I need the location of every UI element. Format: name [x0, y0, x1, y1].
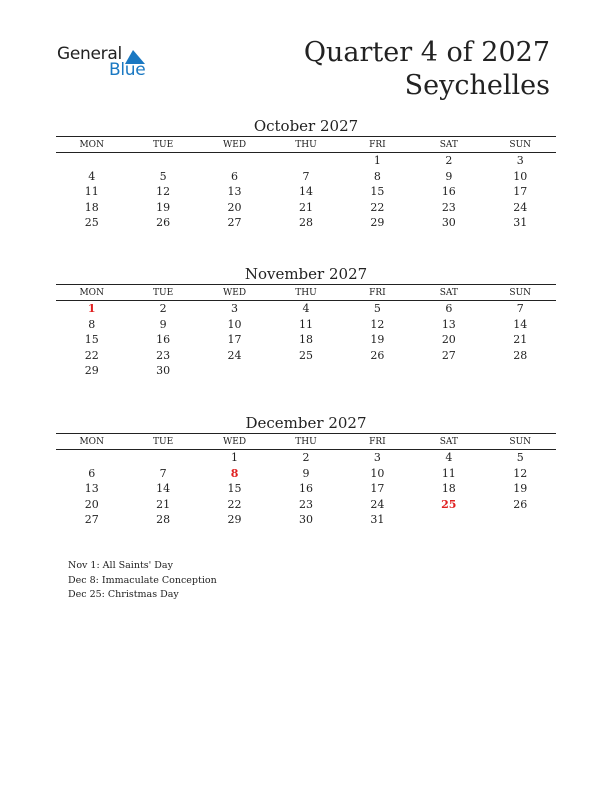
day-cell: 22 [84, 348, 99, 362]
day-cell: 5 [373, 302, 381, 316]
day-cell: 18 [84, 200, 99, 214]
day-cell: 2 [302, 451, 310, 465]
day-cell: 27 [441, 348, 456, 362]
day-cell: 9 [159, 317, 167, 331]
day-cell: 17 [370, 482, 385, 496]
weekday-header: MON [79, 139, 104, 150]
weekday-header: FRI [369, 436, 386, 447]
day-cell: 12 [513, 466, 528, 480]
day-cell: 10 [227, 317, 242, 331]
day-cell: 17 [513, 185, 528, 199]
weekday-header: TUE [153, 287, 174, 298]
title-quarter: Quarter 4 of 2027 [303, 37, 550, 68]
week-row [56, 466, 556, 482]
weekday-header: WED [223, 287, 247, 298]
week-row [56, 317, 556, 333]
day-cell: 16 [156, 333, 171, 347]
holiday-note: Nov 1: All Saints' Day [68, 560, 173, 571]
logo-text-blue: Blue [109, 60, 146, 80]
month-title: October 2027 [253, 117, 359, 135]
holiday-notes [68, 559, 217, 603]
day-cell: 5 [159, 169, 167, 183]
day-cell: 24 [513, 200, 528, 214]
day-cell: 15 [370, 185, 385, 199]
day-cell: 27 [84, 513, 99, 527]
holiday-note: Dec 25: Christmas Day [68, 589, 179, 600]
day-cell: 12 [370, 317, 385, 331]
day-cell: 19 [513, 482, 528, 496]
day-cell: 3 [516, 154, 524, 168]
day-cell: 31 [370, 513, 385, 527]
day-cell: 21 [513, 333, 528, 347]
weekday-header: TUE [153, 436, 174, 447]
weekday-header: SAT [439, 287, 458, 298]
day-cell: 11 [298, 317, 313, 331]
weekday-header-row [56, 136, 556, 153]
day-cell: 3 [231, 302, 239, 316]
day-cell: 25 [298, 348, 313, 362]
day-cell: 7 [516, 302, 524, 316]
day-cell: 5 [516, 451, 524, 465]
day-cell: 6 [445, 302, 453, 316]
day-cell: 24 [370, 497, 385, 511]
week-row [56, 363, 556, 379]
day-cell: 24 [227, 348, 242, 362]
weekday-header: SUN [509, 287, 532, 298]
holiday-note: Dec 8: Immaculate Conception [68, 574, 217, 586]
day-cell: 26 [513, 497, 528, 511]
day-cell: 10 [370, 466, 385, 480]
month-december [56, 414, 556, 528]
weekday-header-row [56, 433, 556, 450]
day-cell: 26 [370, 348, 385, 362]
day-cell: 22 [227, 497, 242, 511]
day-cell: 1 [231, 451, 239, 465]
day-cell: 11 [84, 185, 99, 199]
week-row [56, 512, 556, 528]
day-cell: 7 [159, 466, 167, 480]
day-cell: 15 [84, 333, 99, 347]
weekday-header: MON [79, 287, 104, 298]
day-cell: 12 [156, 185, 171, 199]
month-title: November 2027 [244, 265, 368, 283]
day-cell: 13 [84, 482, 99, 496]
month-october [56, 117, 556, 231]
day-cell: 13 [441, 317, 456, 331]
day-cell: 10 [513, 169, 528, 183]
month-november [56, 265, 556, 379]
weekday-header: WED [223, 436, 247, 447]
day-cell: 28 [156, 513, 171, 527]
weekday-header: THU [295, 436, 317, 447]
week-row [56, 348, 556, 364]
day-cell: 11 [441, 466, 456, 480]
day-cell: 20 [227, 200, 242, 214]
day-cell: 27 [227, 216, 242, 230]
holiday-day-cell: 25 [441, 497, 457, 511]
day-cell: 14 [156, 482, 171, 496]
day-cell: 8 [88, 317, 96, 331]
week-row [56, 301, 556, 317]
day-cell: 9 [445, 169, 453, 183]
week-row [56, 332, 556, 348]
day-cell: 28 [513, 348, 528, 362]
week-row [56, 215, 556, 231]
day-cell: 21 [298, 200, 313, 214]
day-cell: 23 [298, 497, 313, 511]
day-cell: 29 [370, 216, 385, 230]
week-row [56, 153, 556, 169]
day-cell: 20 [84, 497, 99, 511]
day-cell: 1 [373, 154, 381, 168]
day-cell: 15 [227, 482, 242, 496]
weekday-header: SUN [509, 139, 532, 150]
logo [57, 44, 167, 84]
week-row [56, 200, 556, 216]
day-cell: 6 [88, 466, 96, 480]
day-cell: 2 [445, 154, 453, 168]
week-row [56, 497, 556, 513]
weekday-header: WED [223, 139, 247, 150]
day-cell: 9 [302, 466, 310, 480]
holiday-day-cell: 8 [230, 466, 239, 480]
day-cell: 22 [370, 200, 385, 214]
day-cell: 20 [441, 333, 456, 347]
day-cell: 29 [84, 364, 99, 378]
day-cell: 4 [302, 302, 310, 316]
day-cell: 18 [441, 482, 456, 496]
weekday-header: SAT [439, 139, 458, 150]
weekday-header: FRI [369, 139, 386, 150]
day-cell: 26 [156, 216, 171, 230]
day-cell: 30 [441, 216, 456, 230]
day-cell: 19 [370, 333, 385, 347]
month-title: December 2027 [245, 414, 367, 432]
day-cell: 25 [84, 216, 99, 230]
weekday-header: MON [79, 436, 104, 447]
day-cell: 8 [373, 169, 381, 183]
day-cell: 16 [441, 185, 456, 199]
day-cell: 30 [298, 513, 313, 527]
day-cell: 23 [156, 348, 171, 362]
day-cell: 19 [156, 200, 171, 214]
week-row [56, 184, 556, 200]
holiday-day-cell: 1 [87, 302, 96, 316]
week-row [56, 450, 556, 466]
weekday-header: FRI [369, 287, 386, 298]
day-cell: 17 [227, 333, 242, 347]
week-row [56, 481, 556, 497]
day-cell: 4 [88, 169, 96, 183]
day-cell: 31 [513, 216, 528, 230]
weekday-header: SUN [509, 436, 532, 447]
day-cell: 13 [227, 185, 242, 199]
day-cell: 16 [298, 482, 313, 496]
weekday-header: TUE [153, 139, 174, 150]
day-cell: 6 [231, 169, 239, 183]
day-cell: 14 [298, 185, 313, 199]
day-cell: 7 [302, 169, 310, 183]
day-cell: 14 [513, 317, 528, 331]
day-cell: 29 [227, 513, 242, 527]
day-cell: 4 [445, 451, 453, 465]
logo-text-general: General [57, 44, 122, 64]
page-title [304, 36, 550, 102]
day-cell: 18 [298, 333, 313, 347]
day-cell: 28 [298, 216, 313, 230]
weekday-header: THU [295, 287, 317, 298]
day-cell: 2 [159, 302, 167, 316]
weekday-header: THU [295, 139, 317, 150]
weekday-header-row [56, 284, 556, 301]
day-cell: 23 [441, 200, 456, 214]
weekday-header: SAT [439, 436, 458, 447]
title-country: Seychelles [404, 70, 550, 101]
day-cell: 3 [373, 451, 381, 465]
day-cell: 30 [156, 364, 171, 378]
day-cell: 21 [156, 497, 171, 511]
week-row [56, 169, 556, 185]
